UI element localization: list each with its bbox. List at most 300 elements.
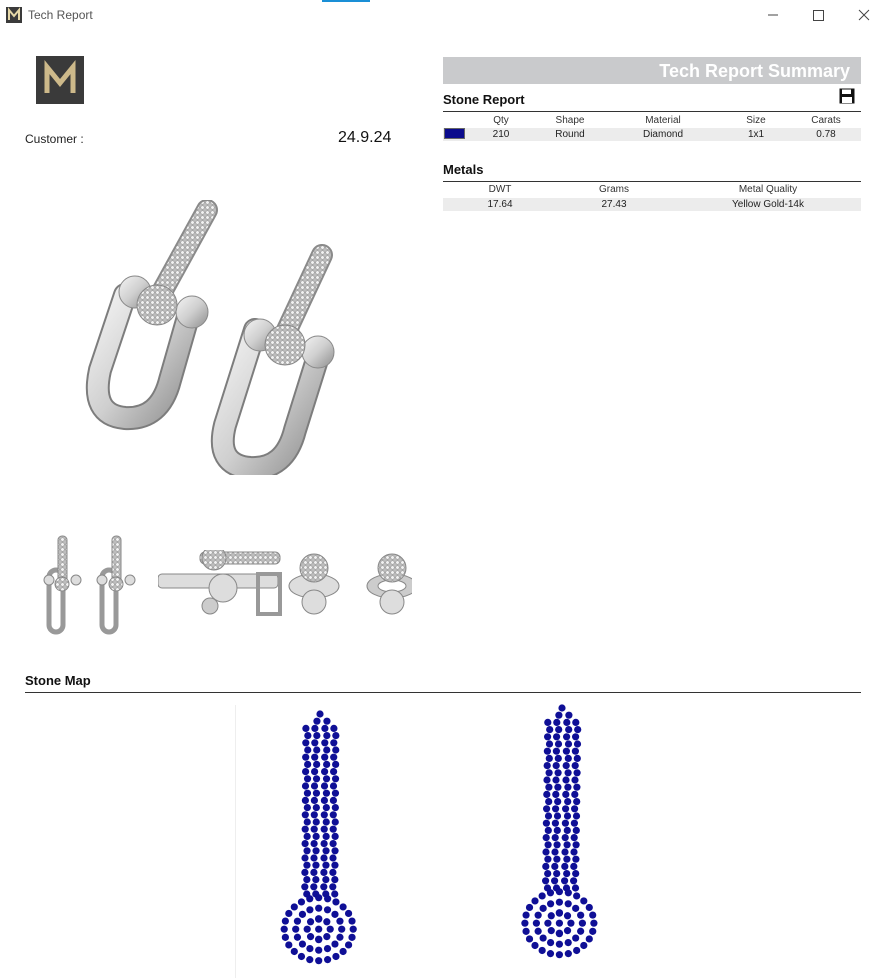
stone-dot xyxy=(563,762,570,769)
stone-dot xyxy=(562,805,569,812)
stone-dot xyxy=(302,826,309,833)
stone-dot xyxy=(331,911,338,918)
stone-dot xyxy=(545,812,552,819)
stone-dot xyxy=(556,941,563,948)
stone-dot xyxy=(546,740,553,747)
stone-dot xyxy=(304,926,311,933)
stone-dot xyxy=(301,883,308,890)
stone-dot xyxy=(336,918,343,925)
stone-dot xyxy=(565,889,572,896)
stone-dot xyxy=(543,805,550,812)
stone-dot xyxy=(547,900,554,907)
stone-dot xyxy=(345,910,352,917)
stone-dot xyxy=(556,888,563,895)
stone-dot xyxy=(555,712,562,719)
metal-col-dwt: DWT xyxy=(488,184,512,195)
stone-dot xyxy=(321,739,328,746)
stone-dot xyxy=(324,945,331,952)
stone-dot xyxy=(561,848,568,855)
stone-dot xyxy=(565,900,572,907)
stone-dot xyxy=(332,818,339,825)
stone-dot xyxy=(556,899,563,906)
stone-dot xyxy=(522,911,529,918)
stone-dot xyxy=(556,909,563,916)
stone-dot xyxy=(564,798,571,805)
stone-dot xyxy=(323,918,330,925)
stone-dot xyxy=(563,719,570,726)
stone-dot xyxy=(573,827,580,834)
stone-dot xyxy=(571,776,578,783)
stone-dot xyxy=(323,790,330,797)
stone-dot xyxy=(551,848,558,855)
app-icon xyxy=(6,7,22,23)
stone-dot xyxy=(544,762,551,769)
stone-dot xyxy=(543,820,550,827)
stone-dot xyxy=(322,862,329,869)
stone-dot xyxy=(544,920,551,927)
stone-dot xyxy=(313,775,320,782)
stone-dot xyxy=(321,768,328,775)
stone-dot xyxy=(562,776,569,783)
stone-dot xyxy=(580,897,587,904)
stone-dot xyxy=(323,746,330,753)
stone-col-material: Material xyxy=(645,115,681,126)
titlebar-accent xyxy=(322,0,370,2)
stone-dot xyxy=(554,827,561,834)
stone-dot xyxy=(562,791,569,798)
stone-dot xyxy=(339,903,346,910)
earring-render-main xyxy=(80,200,340,475)
stone-dot xyxy=(330,725,337,732)
stone-dot xyxy=(281,926,288,933)
stone-dot xyxy=(565,755,572,762)
stone-dot xyxy=(298,953,305,960)
stone-dot xyxy=(313,818,320,825)
stone-dot xyxy=(543,776,550,783)
stone-dot xyxy=(553,719,560,726)
stone-dot xyxy=(526,904,533,911)
stone-dot xyxy=(543,791,550,798)
stone-dot xyxy=(553,870,560,877)
stone-dot xyxy=(539,947,546,954)
stone-dot xyxy=(572,762,579,769)
thumbnail-front-view[interactable] xyxy=(40,532,140,636)
stone-dot xyxy=(531,897,538,904)
stone-dot xyxy=(302,739,309,746)
stone-dot xyxy=(521,920,528,927)
stone-dot xyxy=(327,926,334,933)
stone-dot xyxy=(556,920,563,927)
stone-dot xyxy=(555,740,562,747)
stone-map-title: Stone Map xyxy=(25,673,91,688)
stone-dot xyxy=(315,915,322,922)
stone-dot xyxy=(307,918,314,925)
stone-dot xyxy=(573,798,580,805)
stone-dot xyxy=(331,940,338,947)
stone-dot xyxy=(555,755,562,762)
stone-dot xyxy=(324,906,331,913)
stone-dot xyxy=(321,725,328,732)
stone-dot xyxy=(545,798,552,805)
stone-dot xyxy=(565,950,572,957)
summary-header-bar xyxy=(443,57,861,84)
stone-col-size: Size xyxy=(746,115,766,126)
stone-dot xyxy=(573,947,580,954)
stone-dot xyxy=(544,870,551,877)
stone-dot xyxy=(306,945,313,952)
stone-dot xyxy=(311,840,318,847)
stone-dot xyxy=(545,827,552,834)
stone-carats: 0.78 xyxy=(816,129,836,140)
stone-dot xyxy=(567,920,574,927)
stone-dot xyxy=(548,927,555,934)
stone-dot xyxy=(323,804,330,811)
stone-dot xyxy=(547,939,554,946)
stone-dot xyxy=(320,883,327,890)
stone-dot xyxy=(339,948,346,955)
stone-dot xyxy=(311,811,318,818)
stone-dot xyxy=(315,905,322,912)
logo-m-icon xyxy=(36,56,84,104)
stone-dot xyxy=(324,956,331,963)
stone-dot xyxy=(336,934,343,941)
stone-dot xyxy=(304,818,311,825)
stone-dot xyxy=(564,812,571,819)
stone-dot xyxy=(574,755,581,762)
stone-dot xyxy=(323,933,330,940)
stone-dot xyxy=(330,826,337,833)
stone-dot xyxy=(307,933,314,940)
stone-dot xyxy=(572,856,579,863)
stone-dot xyxy=(330,840,337,847)
stone-dot xyxy=(313,761,320,768)
maximize-icon[interactable] xyxy=(801,4,835,26)
stone-dot xyxy=(324,895,331,902)
stone-dot xyxy=(323,775,330,782)
stone-dot xyxy=(323,761,330,768)
stone-dot xyxy=(302,811,309,818)
stone-dot xyxy=(571,805,578,812)
stone-dot xyxy=(302,782,309,789)
stone-dot xyxy=(551,877,558,884)
stone-dot xyxy=(589,911,596,918)
stone-dot xyxy=(330,754,337,761)
stone-dot xyxy=(348,934,355,941)
stone-dot xyxy=(321,782,328,789)
stone-dot xyxy=(540,934,547,941)
stone-dot xyxy=(573,892,580,899)
stone-dot xyxy=(554,798,561,805)
stone-dot xyxy=(345,941,352,948)
stone-dot xyxy=(313,804,320,811)
stone-dot xyxy=(533,920,540,927)
metals-title: Metals xyxy=(443,162,484,177)
stone-dot xyxy=(522,928,529,935)
stone-dot xyxy=(282,934,289,941)
stone-dot xyxy=(574,726,581,733)
stone-dot xyxy=(304,746,311,753)
stone-dot xyxy=(580,942,587,949)
stone-dot xyxy=(331,876,338,883)
stone-dot xyxy=(302,840,309,847)
stone-col-shape: Shape xyxy=(555,115,585,126)
stone-dot xyxy=(303,847,310,854)
stone-dot xyxy=(577,928,584,935)
stone-dot xyxy=(558,704,565,711)
stone-dot xyxy=(565,726,572,733)
stone-dot xyxy=(573,841,580,848)
stone-dot xyxy=(565,740,572,747)
stone-dot xyxy=(329,854,336,861)
stone-dot xyxy=(546,769,553,776)
stone-dot xyxy=(282,917,289,924)
stone-dot xyxy=(572,870,579,877)
stone-dot xyxy=(311,754,318,761)
stone-dot xyxy=(542,863,549,870)
stone-dot xyxy=(321,811,328,818)
stone-dot xyxy=(323,833,330,840)
stone-dot xyxy=(322,876,329,883)
stone-dot xyxy=(294,934,301,941)
stone-dot xyxy=(564,784,571,791)
stone-dot xyxy=(555,769,562,776)
stone-dot xyxy=(304,775,311,782)
stone-dot xyxy=(332,898,339,905)
stone-dot xyxy=(546,755,553,762)
stone-dot xyxy=(332,775,339,782)
stone-dot xyxy=(304,790,311,797)
stone-dot xyxy=(302,797,309,804)
stone-dot xyxy=(586,904,593,911)
stone-dot xyxy=(304,804,311,811)
stone-dot xyxy=(552,820,559,827)
stone-dot xyxy=(562,820,569,827)
stone-dot xyxy=(544,719,551,726)
stone-dot xyxy=(330,739,337,746)
stone-col-carats: Carats xyxy=(811,115,841,126)
stone-dot xyxy=(562,834,569,841)
stone-dot xyxy=(561,877,568,884)
stone-dot xyxy=(565,769,572,776)
stone-dot xyxy=(577,912,584,919)
stone-dot xyxy=(572,884,579,891)
save-icon[interactable] xyxy=(839,88,855,104)
stone-dot xyxy=(332,804,339,811)
stone-dot xyxy=(526,935,533,942)
stone-dot xyxy=(310,854,317,861)
stone-dot xyxy=(313,790,320,797)
stone-dot xyxy=(315,926,322,933)
stone-dot xyxy=(315,947,322,954)
stone-dot xyxy=(590,920,597,927)
stone-dot xyxy=(563,733,570,740)
stone-dot xyxy=(322,847,329,854)
stone-dot xyxy=(546,726,553,733)
stone-dot xyxy=(292,926,299,933)
stone-dot xyxy=(302,768,309,775)
stone-dot xyxy=(329,869,336,876)
stone-dot xyxy=(321,826,328,833)
stone-dot xyxy=(311,797,318,804)
stone-dot xyxy=(306,956,313,963)
stone-dot xyxy=(540,905,547,912)
stone-dot xyxy=(321,797,328,804)
stone-dot xyxy=(313,718,320,725)
stone-dot xyxy=(547,950,554,957)
stone-dot xyxy=(285,910,292,917)
stone-dot xyxy=(574,769,581,776)
stone-dot xyxy=(306,895,313,902)
thumbnail-bottom-view[interactable] xyxy=(360,550,412,620)
thumbnail-top-view[interactable] xyxy=(288,550,343,620)
stone-dot xyxy=(311,826,318,833)
stone-dot xyxy=(564,827,571,834)
stone-dot xyxy=(321,840,328,847)
stone-dot xyxy=(332,953,339,960)
stone-dot xyxy=(574,740,581,747)
metals-divider xyxy=(443,181,861,182)
metal-dwt: 17.64 xyxy=(487,199,513,210)
stone-dot xyxy=(552,834,559,841)
stone-dot xyxy=(579,920,586,927)
stone-dot xyxy=(320,854,327,861)
stone-dot xyxy=(312,847,319,854)
stone-dot xyxy=(315,957,322,964)
stone-dot xyxy=(313,732,320,739)
stone-dot xyxy=(556,951,563,958)
stone-dot xyxy=(350,926,357,933)
stone-dot xyxy=(565,712,572,719)
stone-dot xyxy=(301,869,308,876)
stone-dot xyxy=(570,848,577,855)
stone-dot xyxy=(556,930,563,937)
stone-dot xyxy=(553,762,560,769)
stone-dot xyxy=(313,833,320,840)
stone-dot xyxy=(570,877,577,884)
metal-grams: 27.43 xyxy=(601,199,627,210)
stone-dot xyxy=(306,906,313,913)
stone-dot xyxy=(535,912,542,919)
stone-dot xyxy=(303,862,310,869)
stone-dot xyxy=(303,876,310,883)
stone-dot xyxy=(338,926,345,933)
stone-dot xyxy=(553,856,560,863)
stone-dot xyxy=(304,833,311,840)
metal-col-grams: Grams xyxy=(599,184,629,195)
stone-dot xyxy=(586,935,593,942)
metal-quality: Yellow Gold-14k xyxy=(732,199,804,210)
stone-dot xyxy=(572,733,579,740)
stone-dot xyxy=(552,805,559,812)
stone-dot xyxy=(554,784,561,791)
stone-dot xyxy=(564,912,571,919)
stone-dot xyxy=(302,725,309,732)
stone-dot xyxy=(310,883,317,890)
stone-dot xyxy=(563,870,570,877)
stone-dot xyxy=(312,862,319,869)
stone-dot xyxy=(543,834,550,841)
stone-dot xyxy=(572,934,579,941)
close-icon[interactable] xyxy=(846,4,877,26)
stone-dot xyxy=(542,848,549,855)
stone-map-canvas xyxy=(236,700,861,978)
stone-dot xyxy=(571,791,578,798)
stone-dot xyxy=(552,791,559,798)
stone-dot xyxy=(564,841,571,848)
stone-report-title: Stone Report xyxy=(443,92,525,107)
stone-dot xyxy=(547,889,554,896)
stone-dot xyxy=(545,841,552,848)
window-title: Tech Report xyxy=(28,8,93,22)
stone-dot xyxy=(332,790,339,797)
stone-dot xyxy=(565,939,572,946)
stone-dot xyxy=(332,732,339,739)
stone-dot xyxy=(299,940,306,947)
stone-dot xyxy=(313,746,320,753)
stone-dot xyxy=(332,833,339,840)
stone-dot xyxy=(316,710,323,717)
stone-dot xyxy=(310,869,317,876)
stone-dot xyxy=(544,856,551,863)
minimize-icon[interactable] xyxy=(756,4,790,26)
stone-dot xyxy=(323,718,330,725)
stone-dot xyxy=(539,892,546,899)
stone-dot xyxy=(315,936,322,943)
stone-dot xyxy=(311,768,318,775)
stone-dot xyxy=(321,754,328,761)
stone-dot xyxy=(572,748,579,755)
stone-report-divider xyxy=(443,111,861,112)
stone-dot xyxy=(571,820,578,827)
stone-dot xyxy=(548,912,555,919)
stone-dot xyxy=(331,847,338,854)
thumbnail-side-view[interactable] xyxy=(158,550,283,620)
stone-dot xyxy=(563,856,570,863)
summary-title: Tech Report Summary xyxy=(659,61,850,81)
stone-dot xyxy=(311,739,318,746)
stone-dot xyxy=(554,812,561,819)
stone-dot xyxy=(535,928,542,935)
stone-dot xyxy=(330,782,337,789)
stone-dot xyxy=(332,761,339,768)
stone-dot xyxy=(331,862,338,869)
stone-dot xyxy=(564,927,571,934)
stone-material: Diamond xyxy=(642,129,684,140)
stone-dot xyxy=(323,732,330,739)
stone-dot xyxy=(570,863,577,870)
stone-dot xyxy=(301,854,308,861)
stone-dot xyxy=(551,863,558,870)
stone-dot xyxy=(331,890,338,897)
stone-dot xyxy=(544,748,551,755)
stone-dot xyxy=(531,942,538,949)
stone-dot xyxy=(291,903,298,910)
stone-dot xyxy=(302,754,309,761)
stone-dot xyxy=(291,948,298,955)
stone-dot xyxy=(304,761,311,768)
stone-dot xyxy=(330,797,337,804)
stone-dot xyxy=(332,746,339,753)
stone-dot xyxy=(330,768,337,775)
stone-dot xyxy=(299,911,306,918)
stone-dot xyxy=(312,876,319,883)
stone-dot xyxy=(330,811,337,818)
stone-dot xyxy=(329,883,336,890)
stone-dot xyxy=(589,928,596,935)
metal-col-quality: Metal Quality xyxy=(738,184,798,195)
stone-dot xyxy=(552,776,559,783)
stone-dot xyxy=(553,733,560,740)
